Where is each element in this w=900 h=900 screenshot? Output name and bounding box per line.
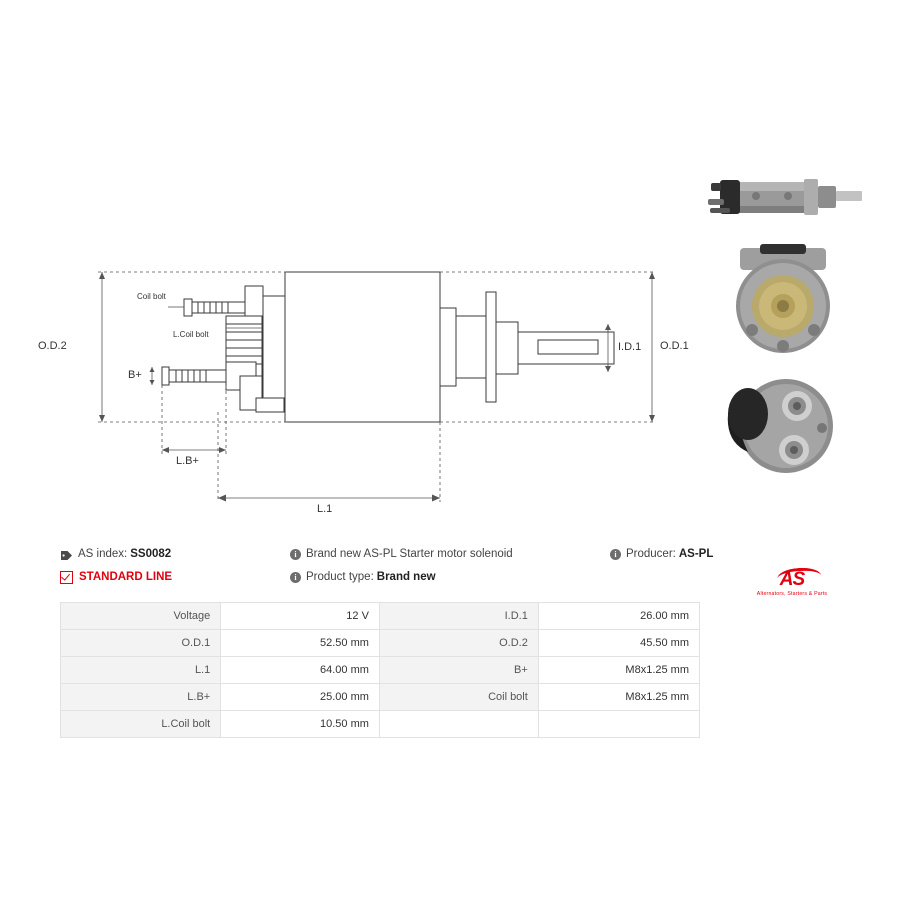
table-row <box>61 630 700 657</box>
product-type-field <box>290 569 610 585</box>
spec-value: 12 V <box>221 603 380 630</box>
dim-label-id1: I.D.1 <box>618 341 642 353</box>
dim-label-bplus: B+ <box>128 369 142 381</box>
standard-line-badge <box>60 569 290 585</box>
spec-key: Voltage <box>61 603 221 630</box>
producer-field <box>610 546 840 562</box>
dim-label-l1: L.1 <box>317 503 333 515</box>
spec-key: I.D.1 <box>379 603 538 630</box>
spec-value: 26.00 mm <box>538 603 699 630</box>
producer-label: Producer: <box>626 548 676 560</box>
product-photo-column <box>690 160 880 500</box>
spec-value: 10.50 mm <box>221 711 380 738</box>
tag-icon <box>60 550 73 561</box>
as-pl-logo-subtitle: Alternators, Starters & Parts <box>756 591 828 597</box>
as-index-field <box>60 546 290 562</box>
product-photo-side-view <box>690 160 880 236</box>
product-type-label: Product type: <box>306 571 374 583</box>
spec-value: 45.50 mm <box>538 630 699 657</box>
info-icon: i <box>290 549 301 560</box>
as-pl-logo-text: AS <box>779 569 805 590</box>
as-pl-logo <box>744 570 840 597</box>
product-photo-front-view <box>690 242 880 360</box>
as-index-label: AS index: <box>78 548 128 560</box>
info-row-2 <box>60 569 840 585</box>
product-photo-rear-view <box>690 366 880 484</box>
spec-key: L.1 <box>61 657 221 684</box>
product-description: Brand new AS-PL Starter motor solenoid <box>306 548 513 560</box>
spec-value: 52.50 mm <box>221 630 380 657</box>
solenoid-front-photo <box>690 242 880 360</box>
dim-label-od2: O.D.2 <box>38 340 67 352</box>
solenoid-side-photo <box>690 160 880 236</box>
dim-label-lbplus: L.B+ <box>176 455 199 467</box>
spec-value: 25.00 mm <box>221 684 380 711</box>
solenoid-rear-photo <box>690 366 880 484</box>
spec-value: M8x1.25 mm <box>538 684 699 711</box>
spec-empty-cell <box>379 711 538 738</box>
product-info-block <box>60 546 840 597</box>
as-index-value: SS0082 <box>130 548 172 560</box>
producer-value: AS-PL <box>678 548 714 560</box>
technical-drawing <box>38 250 689 530</box>
standard-line-label: STANDARD LINE <box>79 571 173 583</box>
info-icon: i <box>610 549 621 560</box>
spec-key: Coil bolt <box>379 684 538 711</box>
product-type-value: Brand new <box>376 571 436 583</box>
spec-key: L.Coil bolt <box>61 711 221 738</box>
spec-value: M8x1.25 mm <box>538 657 699 684</box>
as-pl-logo-mark <box>780 570 804 589</box>
table-row <box>61 657 700 684</box>
table-row <box>61 711 700 738</box>
specification-table <box>60 602 700 738</box>
dim-label-l-coil-bolt: L.Coil bolt <box>173 330 209 339</box>
spec-value: 64.00 mm <box>221 657 380 684</box>
product-description-field <box>290 546 610 562</box>
info-icon: i <box>290 572 301 583</box>
solenoid-line-drawing <box>40 250 680 530</box>
table-row <box>61 684 700 711</box>
dim-label-od1: O.D.1 <box>660 340 689 352</box>
spec-key: O.D.2 <box>379 630 538 657</box>
info-row-1 <box>60 546 840 562</box>
specification-table-body <box>61 603 700 738</box>
spec-empty-cell <box>538 711 699 738</box>
spec-key: B+ <box>379 657 538 684</box>
dim-label-coil-bolt: Coil bolt <box>137 292 166 301</box>
spec-key: L.B+ <box>61 684 221 711</box>
checkbox-icon <box>60 571 73 584</box>
spec-key: O.D.1 <box>61 630 221 657</box>
table-row <box>61 603 700 630</box>
